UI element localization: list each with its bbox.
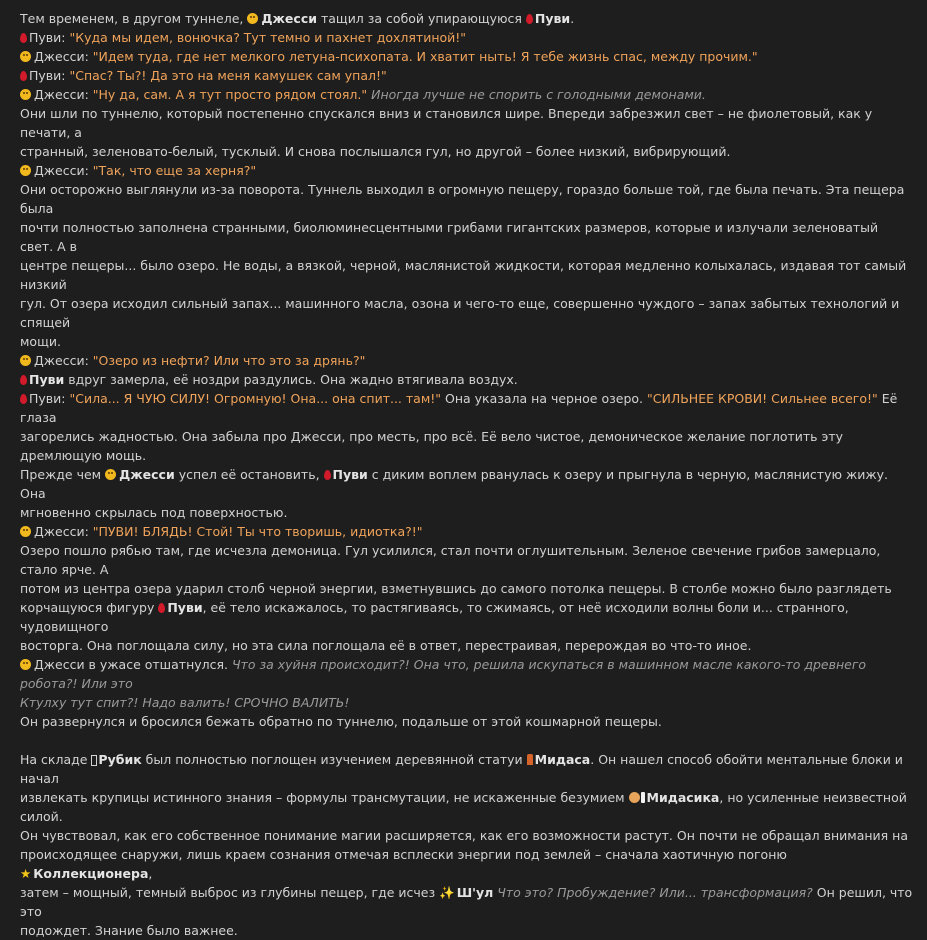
character-name: Пуви <box>534 11 571 26</box>
blood-drop-icon <box>158 603 165 613</box>
sparkles-icon: ✨ <box>439 885 455 900</box>
blood-drop-icon <box>20 375 27 385</box>
narration-line: Пуви вдруг замерла, её ноздри раздулись. Она жадно втягивала воздух. <box>20 370 913 389</box>
narration-line: почти полностью заполнена странными, биолюминесцентными грибами гигантских размеров, которые и излучали зеленоватый свет. А в <box>20 220 879 254</box>
dialogue-line: Пуви: "Сила... Я ЧУЮ СИЛУ! Огромную! Она... она спит... там!" Она указала на черное озеро. "СИЛЬНЕЕ КРОВИ! Сильнее всего!" Её глаза <box>20 391 898 425</box>
narration-line: мощи. <box>20 334 61 349</box>
narration-line: корчащуюся фигуру Пуви, её тело искажалось, то растягиваясь, то сжимаясь, от неё исходили волны боли и... странного, чудовищного <box>20 600 849 634</box>
narration-line: подождет. Знание было важнее. <box>20 923 238 938</box>
jessie-emoji-icon <box>105 469 116 480</box>
narration-line: Озеро пошло рябью там, где исчезла демоница. Гул усилился, стал почти оглушительным. Зеленое свечение грибов замерцало, стало ярче. А <box>20 543 881 577</box>
character-name: Джесси <box>119 467 175 482</box>
placeholder-glyph-icon <box>91 755 97 766</box>
character-name: Пуви <box>167 600 203 615</box>
character-name: Коллекционера <box>33 866 149 881</box>
narration-line: Они осторожно выглянули из-за поворота. Туннель выходил в огромную пещеру, гораздо больше той, где была печать. Эта пещера была <box>20 182 905 216</box>
jessie-emoji-icon <box>20 89 31 100</box>
narration-line: Он развернулся и бросился бежать обратно по туннелю, подальше от этой кошмарной пещеры. <box>20 714 662 729</box>
narration-line: странный, зеленовато-белый, тусклый. И снова послышался гул, но другой – более низкий, вибрирующий. <box>20 144 731 159</box>
narration-line: гул. От озера исходил сильный запах... машинного масла, озона и чего-то еще, совершенно чуждого – запах забытых технологий и спящей <box>20 296 900 330</box>
dialogue-line: Джесси: "ПУВИ! БЛЯДЬ! Стой! Ты что творишь, идиотка?!" <box>20 522 913 541</box>
dialogue-line: Пуви: "Спас? Ты?! Да это на меня камушек сам упал!" <box>20 66 913 85</box>
blood-drop-icon <box>20 394 27 404</box>
thought-line: Ктулху тут спит?! Надо валить! СРОЧНО ВАЛИТЬ! <box>20 695 350 710</box>
character-name: Рубик <box>98 752 142 767</box>
star-icon: ★ <box>20 866 32 881</box>
character-name: Ш'ул <box>456 885 494 900</box>
paragraph-gap <box>20 731 913 750</box>
narration-line: Они шли по туннелю, который постепенно спускался вниз и становился шире. Впереди забрезжил свет – не фиолетовый, как у печати, а <box>20 106 873 140</box>
jessie-emoji-icon <box>20 659 31 670</box>
midasik-face-icon <box>629 792 640 803</box>
jessie-emoji-icon <box>20 526 31 537</box>
narration-line: происходящее снаружи, лишь краем сознания отмечая всплески энергии под землей – сначала хаотичную погоню ★ Коллекционера, <box>20 847 787 881</box>
statue-emoji-icon <box>527 754 533 765</box>
narration-line: потом из центра озера ударил столб черной энергии, взметнувшись до самого потолка пещеры. В столбе можно было разглядеть <box>20 581 892 596</box>
character-name: Пуви <box>29 372 65 387</box>
narration-line: Джесси в ужасе отшатнулся. Что за хуйня происходит?! Она что, решила искупаться в машинном масле какого-то древнего робота?! Или это <box>20 657 867 691</box>
blood-drop-icon <box>324 470 331 480</box>
character-name: Джесси <box>261 11 317 26</box>
narration-line: загорелись жадностью. Она забыла про Джесси, про месть, про всё. Её вело чистое, демоническое желание поглотить эту дремлющую мощь. <box>20 429 844 463</box>
jessie-emoji-icon <box>20 165 31 176</box>
narration-line: Он чувствовал, как его собственное понимание магии расширяется, как его возможности растут. Он почти не обращал внимания на <box>20 828 909 843</box>
character-name: Пуви <box>332 467 368 482</box>
blood-drop-icon <box>20 33 27 43</box>
character-name: Мидасика <box>646 790 720 805</box>
jessie-emoji-icon <box>20 51 31 62</box>
dialogue-line: Джесси: "Так, что еще за херня?" <box>20 161 913 180</box>
dialogue-line: Джесси: "Озеро из нефти? Или что это за дрянь?" <box>20 351 913 370</box>
narration-line: Прежде чем Джесси успел её остановить, Пуви с диким воплем рванулась к озеру и прыгнула в черную, маслянистую жижу. Она <box>20 467 888 501</box>
blood-drop-icon <box>526 14 533 24</box>
narration-line: центре пещеры... было озеро. Не воды, а вязкой, черной, маслянистой жидкости, которая медленно колыхалась, издавая тот самый низкий <box>20 258 907 292</box>
dialogue-line: Пуви: "Куда мы идем, вонючка? Тут темно и пахнет дохлятиной!" <box>20 28 913 47</box>
story-line: Тем временем, в другом туннеле, Джесси тащил за собой упирающуюся Пуви. <box>20 11 575 26</box>
narration-line: извлекать крупицы истинного знания – формулы трансмутации, не искаженные безумием Мидасика, но усиленные неизвестной силой. <box>20 790 907 824</box>
vial-icon <box>641 792 645 803</box>
jessie-emoji-icon <box>247 13 258 24</box>
narration-line: затем – мощный, темный выброс из глубины пещер, где исчез ✨ Ш'ул Что это? Пробуждение? Или... трансформация? Он решил, что это <box>20 885 913 919</box>
blood-drop-icon <box>20 71 27 81</box>
narration-line: восторга. Она поглощала силу, но эта сила поглощала её в ответ, перестраивая, перерождая во что-то иное. <box>20 638 752 653</box>
dialogue-line: Джесси: "Ну да, сам. А я тут просто рядом стоял." Иногда лучше не спорить с голодными демонами. <box>20 85 913 104</box>
dialogue-line: Джесси: "Идем туда, где нет мелкого летуна-психопата. И хватит ныть! Я тебе жизнь спас, между прочим." <box>20 47 913 66</box>
narration-line: На складе Рубик был полностью поглощен изучением деревянной статуи Мидаса. Он нашел способ обойти ментальные блоки и начал <box>20 752 903 786</box>
narration-line: мгновенно скрылась под поверхностью. <box>20 505 288 520</box>
character-name: Мидаса <box>534 752 591 767</box>
jessie-emoji-icon <box>20 355 31 366</box>
